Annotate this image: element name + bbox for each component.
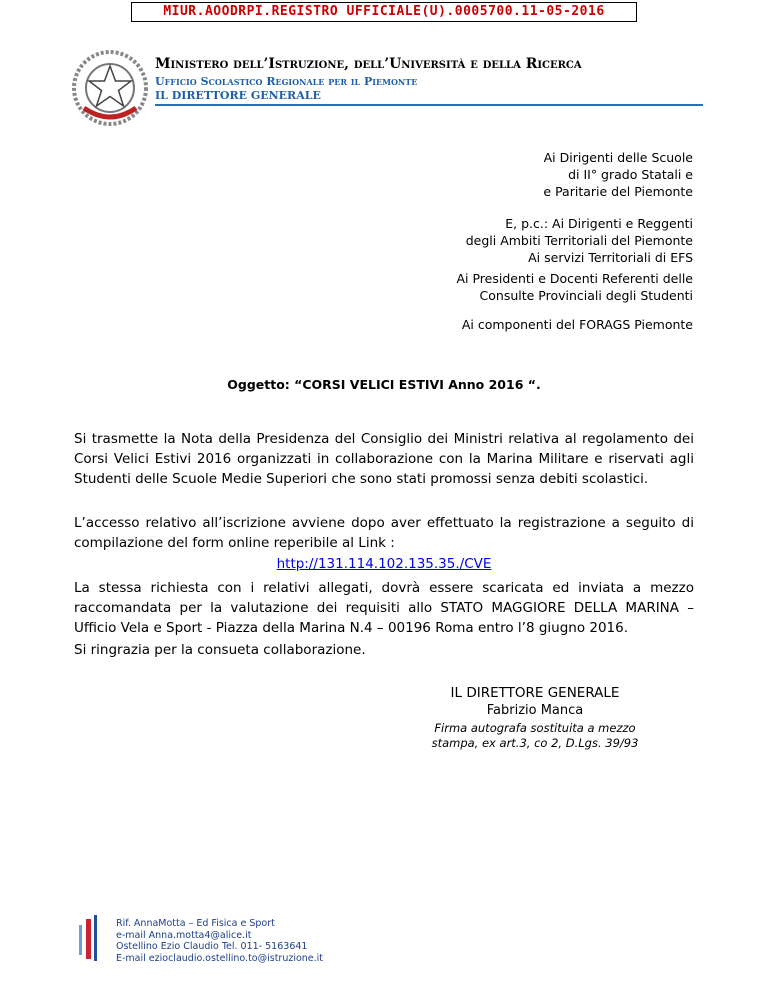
addressee-line: degli Ambiti Territoriali del Piemonte xyxy=(465,233,693,248)
addressee-line: di II° grado Statali e xyxy=(568,167,693,182)
signature-name: Fabrizio Manca xyxy=(486,703,584,718)
body-paragraph-3: La stessa richiesta con i relativi allegati, dovrà essere scaricata ed inviata a mezzo raccomandata per la valutazione dei requisiti allo STATO MAGGIORE DELLA MARINA – Ufficio Vela e Sport - Piazza della Marina N.4 – 00196 Roma entro l’8 giugno 2016. xyxy=(74,580,694,636)
addressee-block-1 xyxy=(543,149,693,200)
signature-note-2: stampa, ex art.3, co 2, D.Lgs. 39/93 xyxy=(431,736,639,750)
ministry-name: Ministero dell’Istruzione, dell’Università e della Ricerca xyxy=(155,56,582,72)
body-paragraph-2: L’accesso relativo all’iscrizione avviene dopo aver effettuato la registrazione a seguito di compilazione del form online reperibile al Link : xyxy=(74,515,694,551)
addressee-block-4 xyxy=(462,316,693,333)
addressee-line: Ai servizi Territoriali di EFS xyxy=(528,250,693,265)
director-heading: IL DIRETTORE GENERALE xyxy=(155,89,321,102)
addressee-line: Ai componenti del FORAGS Piemonte xyxy=(461,317,693,332)
addressee-block-3 xyxy=(456,270,693,304)
subject-line: Oggetto: “CORSI VELICI ESTIVI Anno 2016 “. xyxy=(227,377,541,392)
registration-link-row xyxy=(0,556,768,572)
body-paragraph-4: Si ringrazia per la consueta collaborazione. xyxy=(74,642,366,658)
footer-line: Ostellino Ezio Claudio Tel. 011- 5163641 xyxy=(116,941,308,952)
header-rule xyxy=(155,104,703,106)
addressee-line: Ai Dirigenti delle Scuole xyxy=(543,150,693,165)
addressee-line: E, p.c.: Ai Dirigenti e Reggenti xyxy=(505,216,693,231)
footer-contacts xyxy=(116,918,323,964)
footer-line: E-mail ezioclaudio.ostellino.to@istruzione.it xyxy=(116,952,324,964)
body-paragraph-1: Si trasmette la Nota della Presidenza del Consiglio dei Ministri relativa al regolamento dei Corsi Velici Estivi 2016 organizzati in collaborazione con la Marina Militare e riservati agli Studenti delle Scuole Medie Superiori che sono stati promossi senza debiti scolastici. xyxy=(74,431,694,487)
footer-bars-icon xyxy=(78,915,100,963)
addressee-line: e Paritarie del Piemonte xyxy=(543,184,693,199)
registration-link[interactable]: http://131.114.102.135.35./CVE xyxy=(276,556,492,572)
republic-emblem-icon xyxy=(70,48,150,128)
addressee-block-2 xyxy=(466,215,693,266)
signature-title: IL DIRETTORE GENERALE xyxy=(450,685,620,701)
signature-note-1: Firma autografa sostituita a mezzo xyxy=(434,721,636,735)
protocol-stamp: MIUR.AOODRPI.REGISTRO UFFICIALE(U).0005700.11-05-2016 xyxy=(131,2,637,22)
addressee-line: Consulte Provinciali degli Studenti xyxy=(479,288,693,303)
footer-line: Rif. AnnaMotta – Ed Fisica e Sport xyxy=(116,918,275,929)
office-name: Ufficio Scolastico Regionale per il Piemonte xyxy=(155,75,418,88)
addressee-line: Ai Presidenti e Docenti Referenti delle xyxy=(456,271,693,286)
footer-line: e-mail Anna.motta4@alice.it xyxy=(116,929,252,941)
